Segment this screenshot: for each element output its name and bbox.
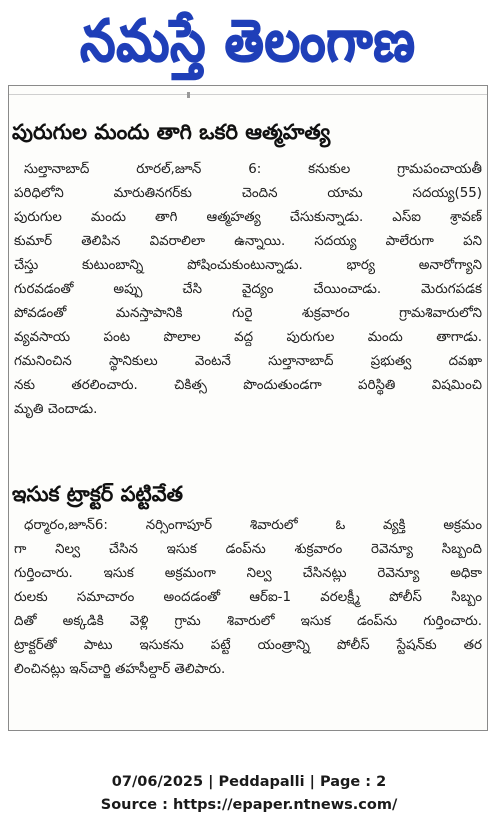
article1-line: గురవడంతో అప్పు చేసి వైద్యం చేయించాడు. మెరుగపడక [14, 282, 482, 297]
source-url: Source : https://epaper.ntnews.com/ [100, 797, 398, 813]
article2-line: గా నిల్వ చేసిన ఇసుక డంప్‌ను శుక్రవారం రెవెన్యూ సిబ్బంది [14, 542, 482, 557]
article2-line: దితో అక్కడికి వెళ్లి గ్రామ శివారులో ఇసుక డంప్‌ను గుర్తించారు. [14, 614, 482, 629]
article2-body [14, 514, 482, 682]
masthead-title: నమస్తే తెలంగాణ [80, 7, 416, 75]
article1-line: కుమార్ తెలిపిన వివరాలిలా ఉన్నాయి. సదయ్య పాలేరుగా పని [14, 234, 482, 249]
article2-line: రులకు సమాచారం అందడంతో ఆర్ఐ-1 వరలక్ష్మీ పోలీస్ సిబ్బం [14, 590, 482, 605]
article2-line: ధర్మారం,జూన్6: నర్సింగాపూర్ శివారులో ఓ వ్యక్తి అక్రమం [24, 518, 482, 533]
edition-info: 07/06/2025 | Peddapalli | Page : 2 [111, 774, 387, 790]
article1-line: సుల్తానాబాద్ రూరల్,జూన్ 6: కనుకుల గ్రామపంచాయతీ [24, 162, 482, 177]
article1-line: చేస్తు కుటుంబాన్ని పోషించుకుంటున్నాడు. భార్య అనారోగ్యాని [14, 258, 482, 273]
article2-headline: ఇసుక ట్రాక్టర్ పట్టివేత [12, 482, 183, 506]
article1-line: పరిధిలోని మారుతినగర్‌కు చెందిన యామ సదయ్య(55) [14, 186, 482, 201]
article1-headline: పురుగుల మందు తాగి ఒకరి ఆత్మహత్య [12, 120, 331, 144]
article1-line: పురుగుల మందు తాగి ఆత్మహత్య చేసుకున్నాడు. ఎస్ఐ శ్రావణ్ [14, 210, 482, 225]
article1-line: పోవడంతో మనస్తాపానికి గురై శుక్రవారం గ్రామశివారులోని [14, 306, 482, 321]
newspaper-masthead [48, 4, 448, 78]
article1-line: గమనించిన స్థానికులు వెంటనే సుల్తానాబాద్ ప్రభుత్వ దవఖా [14, 354, 482, 369]
crop-mark [187, 92, 190, 98]
article1-body [14, 158, 482, 422]
article1-line: వ్యవసాయ పంట పొలాల వద్ద పురుగుల మందు తాగాడు. [14, 330, 482, 345]
article2-line: ట్రాక్టర్‌తో పాటు ఇసుకను పట్టే యంత్రాన్ని పోలీస్ స్టేషన్‌కు తర [14, 638, 482, 653]
article1-line: మృతి చెందాడు. [14, 402, 98, 417]
article2-line: లించినట్లు ఇన్‌చార్జి తహసీల్దార్ తెలిపారు. [14, 662, 226, 677]
article2-line: గుర్తించారు. ఇసుక అక్రమంగా నిల్వ చేసినట్లు రెవెన్యూ అధికా [14, 566, 482, 581]
article1-line: నకు తరలించారు. చికిత్స పొందుతుండగా పరిస్థితి విషమించి [14, 378, 482, 393]
clipping-top-rule [9, 94, 487, 95]
